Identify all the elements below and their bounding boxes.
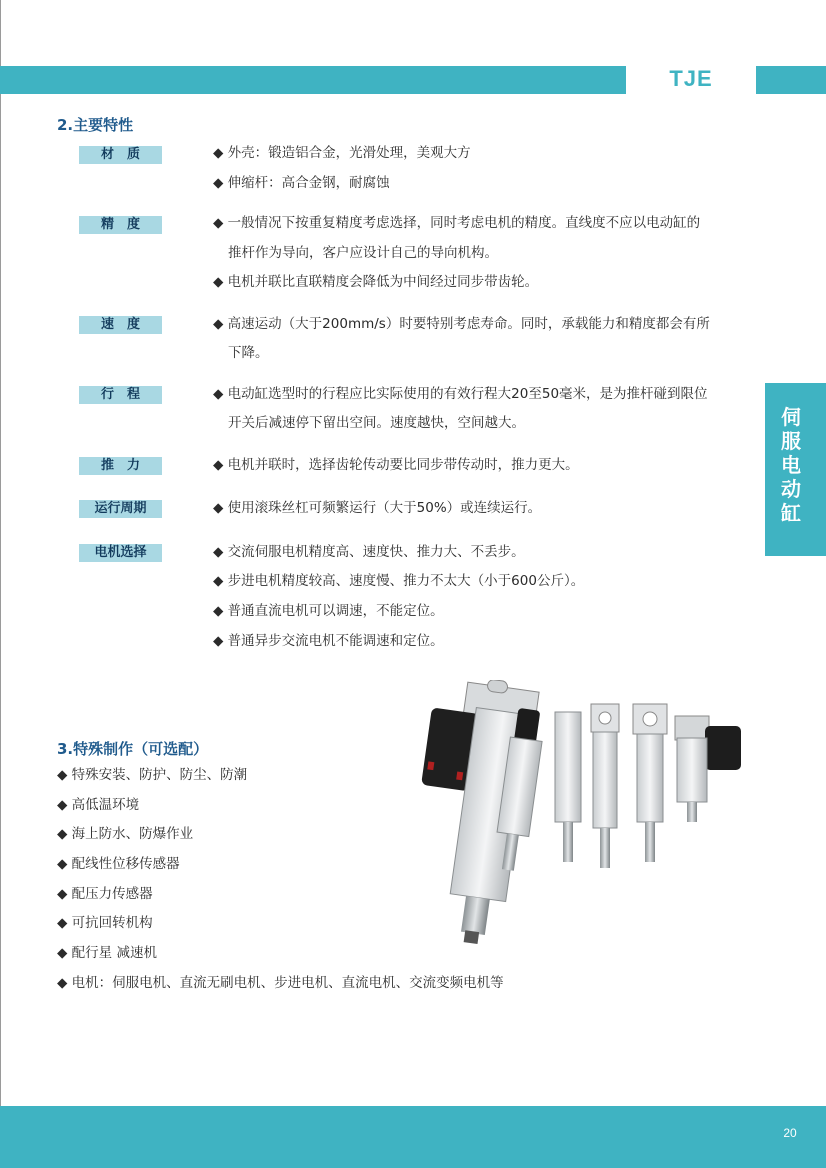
motor-line-2: ◆ 步进电机精度较高、速度慢、推力不太大（小于600公斤）。 <box>213 573 585 589</box>
motor-line-3: ◆ 普通直流电机可以调速，不能定位。 <box>213 603 444 619</box>
duty-cycle-line-1: ◆ 使用滚珠丝杠可频繁运行（大于50%）或连续运行。 <box>213 500 542 516</box>
precision-line-2: 推杆作为导向，客户应设计自己的导向机构。 <box>228 245 498 261</box>
label-precision: 精 度 <box>79 216 162 234</box>
stroke-line-1: ◆ 电动缸选型时的行程应比实际使用的有效行程大20至50毫米，是为推杆碰到限位 <box>213 386 708 402</box>
footer-band <box>0 1106 826 1168</box>
precision-line-1: ◆ 一般情况下按重复精度考虑选择，同时考虑电机的精度。直线度不应以电动缸的 <box>213 215 701 231</box>
motor-line-1: ◆ 交流伺服电机精度高、速度快、推力大、不丢步。 <box>213 544 525 560</box>
custom-item-2: ◆ 高低温环境 <box>57 797 140 813</box>
custom-item-7: ◆ 配行星 减速机 <box>57 945 157 961</box>
label-motor-selection: 电机选择 <box>79 544 162 562</box>
label-stroke: 行 程 <box>79 386 162 404</box>
section3-title: 3.特殊制作（可选配） <box>57 740 209 758</box>
motor-line-4: ◆ 普通异步交流电机不能调速和定位。 <box>213 633 444 649</box>
precision-line-3: ◆ 电机并联比直联精度会降低为中间经过同步带齿轮。 <box>213 274 539 290</box>
custom-item-5: ◆ 配压力传感器 <box>57 886 153 902</box>
label-thrust: 推 力 <box>79 457 162 475</box>
speed-line-2: 下降。 <box>228 345 269 361</box>
speed-line-1: ◆ 高速运动（大于200mm/s）时要特别考虑寿命。同时，承载能力和精度都会有所 <box>213 316 710 332</box>
custom-item-3: ◆ 海上防水、防爆作业 <box>57 826 194 842</box>
side-tab-text: 伺 服 电 动 缸 <box>781 405 801 525</box>
stroke-line-2: 开关后减速停下留出空间。速度越快，空间越大。 <box>228 415 525 431</box>
actuator-product-photo <box>395 680 755 950</box>
page-edge-rule <box>0 0 1 1168</box>
brand-logo-text: TJE <box>669 66 713 91</box>
header-band-right <box>756 66 826 94</box>
thrust-line-1: ◆ 电机并联时，选择齿轮传动要比同步带传动时，推力更大。 <box>213 457 579 473</box>
label-material: 材 质 <box>79 146 162 164</box>
material-line-2: ◆ 伸缩杆：高合金钢，耐腐蚀 <box>213 175 390 191</box>
material-line-1: ◆ 外壳：锻造铝合金，光滑处理，美观大方 <box>213 145 471 161</box>
label-duty-cycle: 运行周期 <box>79 500 162 518</box>
custom-item-4: ◆ 配线性位移传感器 <box>57 856 180 872</box>
custom-item-6: ◆ 可抗回转机构 <box>57 915 153 931</box>
page-number: 20 <box>783 1126 797 1140</box>
header-band-left <box>0 66 626 94</box>
custom-item-8: ◆ 电机：伺服电机、直流无刷电机、步进电机、直流电机、交流变频电机等 <box>57 975 504 991</box>
section2-title: 2.主要特性 <box>57 116 134 134</box>
custom-item-1: ◆ 特殊安装、防护、防尘、防潮 <box>57 767 248 783</box>
label-speed: 速 度 <box>79 316 162 334</box>
